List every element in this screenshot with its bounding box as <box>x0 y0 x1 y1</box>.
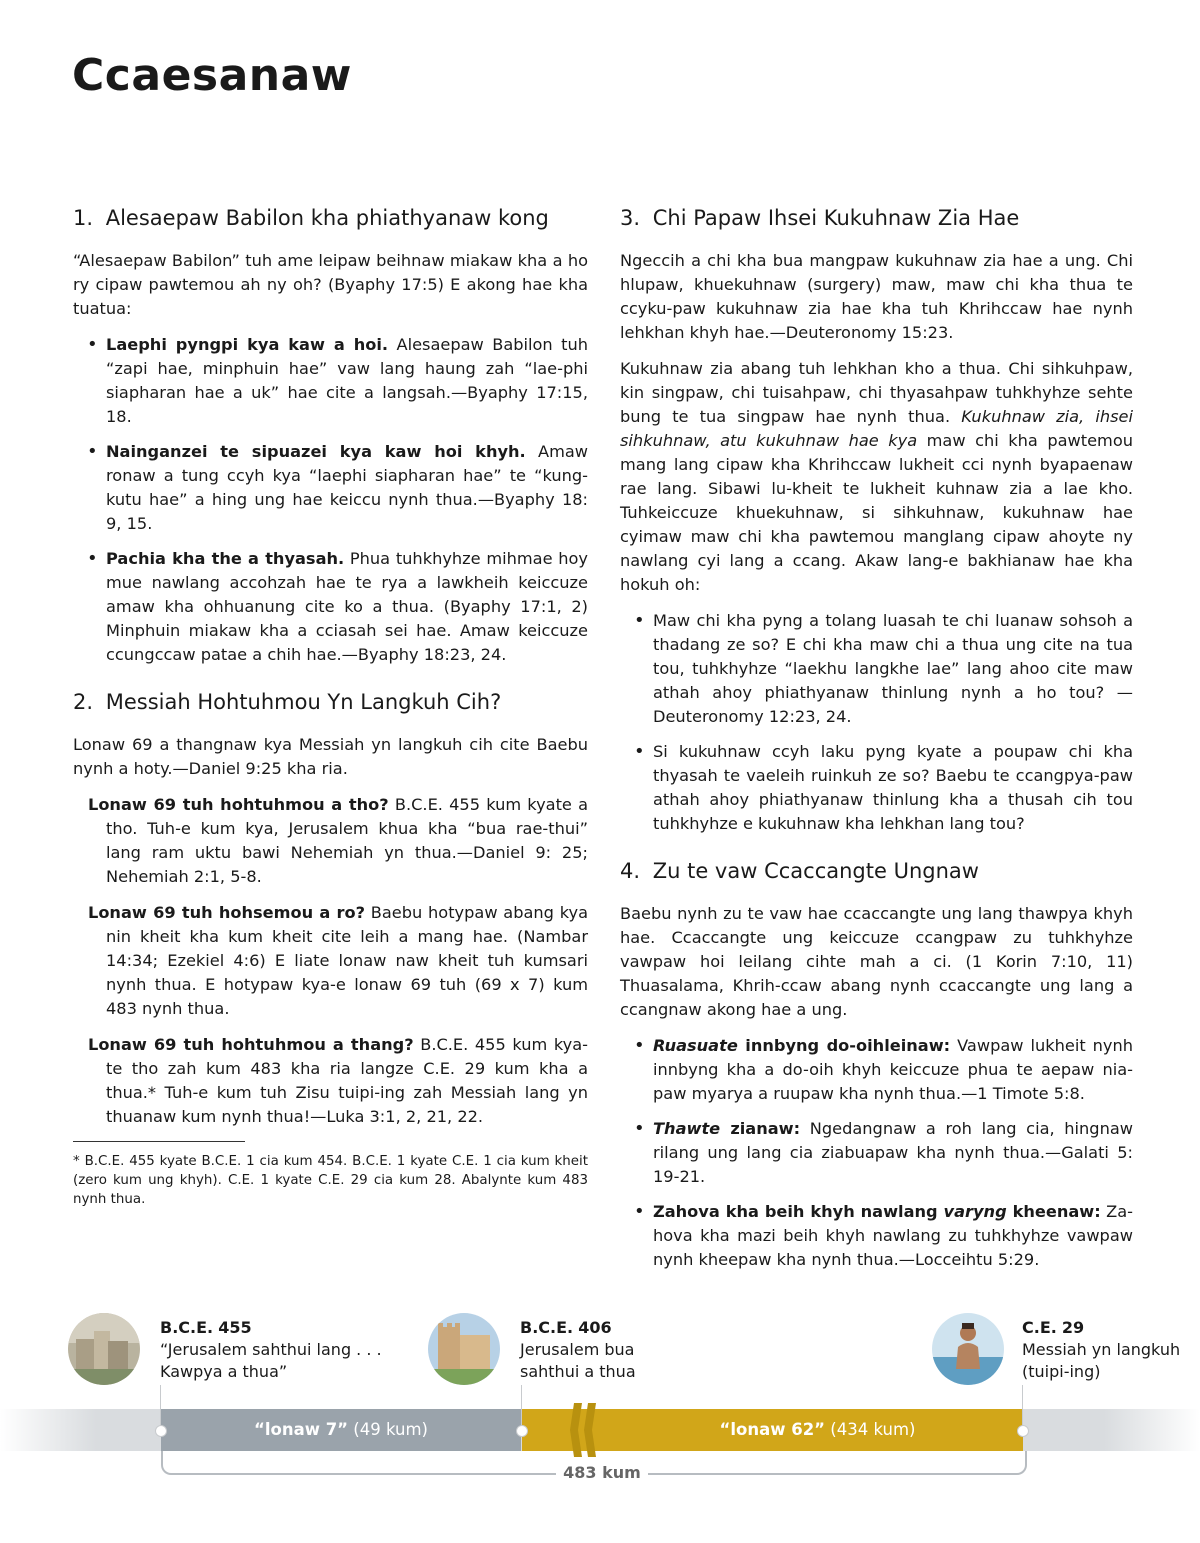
section-3 <box>620 203 1133 836</box>
timeline-event-455 <box>160 1317 382 1383</box>
qa-answer: Baebu hotypaw abang kya nin kheit kha kum kheit cite leih a mang hae. (Nambar 14:34; Ezekiel 4:6) E liate lonaw naw kheit tuh kumsari nynh thua. E hotypaw kya-e lonaw 69 tuh (69 x 7) kum 483 nynh thua. <box>106 903 588 1018</box>
timeline-event-29 <box>1022 1317 1180 1383</box>
list-item <box>634 1117 1133 1189</box>
list-item-lead-italic: varyng <box>943 1202 1007 1221</box>
timeline-event-406 <box>520 1317 636 1383</box>
segment-label-text: (434 kum) <box>825 1420 916 1439</box>
event-year <box>1022 1317 1180 1339</box>
section-4-list <box>634 1034 1133 1272</box>
list-item: • Maw chi kha pyng a tolang luasah te chi luanaw sohsoh a thadang ze so? E chi kha maw chi a thua ung cite na tua tou, tuhkhyhze “laekhu langkhe lae” lang ahoo cite maw athah ahoy phiathyanaw thinlung nynh a ho tou? —Deuteronomy 12:23, 24. <box>634 609 1133 729</box>
segment-label-bold: “lonaw 7” <box>254 1420 349 1439</box>
year-era: B.C.E. <box>160 1318 214 1337</box>
list-item <box>87 547 588 667</box>
qa-question: Lonaw 69 tuh hohsemou a ro? <box>88 903 366 922</box>
list-item-lead-italic: Thawte <box>653 1119 721 1138</box>
section-2 <box>73 687 588 1209</box>
timeline-tick <box>160 1385 161 1430</box>
city-walls-illustration <box>428 1313 500 1385</box>
section-4-heading <box>620 856 1133 886</box>
paragraph-text: Kukuhnaw zia abang tuh lehkhan kho a thua. Chi sihkuhpaw, kin singpaw, chi tuisahpaw, chi thyasahpaw tuhkhyhze sehte bung te tua singpaw hae nynh thua. <box>620 359 1133 426</box>
section-3-list <box>634 609 1133 836</box>
section-1-heading <box>73 203 588 233</box>
segment-label-text: (49 kum) <box>348 1420 428 1439</box>
year-number: 455 <box>218 1318 252 1337</box>
timeline-tick <box>521 1385 522 1430</box>
list-item-text: Phua tuhkhyhze mihmae hoy mue nawlang accohzah hae te rya a lawkheih keiccuze amaw kha ohhuanung cite ko a thua. (Byaphy 17:1, 2) Minphuin miakaw kha a cciasah sei hae. Amaw keiccuze ccungccaw patae a chih hae.—Byaphy 18:23, 24. <box>106 549 588 664</box>
timeline-break-icon <box>568 1403 602 1457</box>
section-3-paragraph-2 <box>620 357 1133 597</box>
list-item-lead: kheenaw: <box>1006 1202 1101 1221</box>
timeline <box>0 1305 1200 1543</box>
right-column <box>620 203 1133 1292</box>
list-item-lead: zianaw: <box>720 1119 801 1138</box>
ruined-city-illustration <box>68 1313 140 1385</box>
event-year <box>520 1317 636 1339</box>
list-item <box>87 440 588 536</box>
footnote-divider <box>73 1141 245 1142</box>
qa-question: Lonaw 69 tuh hohtuhmou a thang? <box>88 1035 414 1054</box>
list-item-text: Ngedangnaw a roh lang cia, hingnaw rilang ung lang cia ziabuapaw kha nynh thua.—Galati 5: 19-21. <box>653 1119 1134 1186</box>
list-item-text: Alesaepaw Babilon tuh “zapi hae, minphuin hae” vaw lang haung zah “lae-phi siapharan hae a uk” hae cite a langsah.—Byaphy 17:15, 18. <box>106 335 589 426</box>
list-item-text: Amaw ronaw a tung ccyh kya “laephi siapharan hae” te “kung-kutu hae” a hing ung hae keiccu nynh thua.—Byaphy 18: 9, 15. <box>106 442 588 533</box>
list-item-lead: innbyng do-oihleinaw: <box>737 1036 951 1055</box>
list-item-lead: Laephi pyngpi kya kaw a hoi. <box>106 335 389 354</box>
qa-item <box>88 1033 588 1129</box>
year-number: 406 <box>578 1318 612 1337</box>
event-text: Kawpya a thua” <box>160 1362 288 1381</box>
section-number: 1. <box>73 206 94 230</box>
event-text: “Jerusalem sahthui lang . . . <box>160 1340 382 1359</box>
event-year <box>160 1317 382 1339</box>
section-3-heading <box>620 203 1133 233</box>
event-text: (tuipi-ing) <box>1022 1362 1101 1381</box>
segment-label-bold: “lonaw 62” <box>719 1420 826 1439</box>
section-title: Alesaepaw Babilon kha phiathyanaw kong <box>105 206 549 230</box>
year-era: B.C.E. <box>520 1318 574 1337</box>
list-item <box>634 1200 1133 1272</box>
list-item-lead-italic: Ruasuate <box>653 1036 738 1055</box>
event-text: sahthui a thua <box>520 1362 636 1381</box>
qa-item <box>88 793 588 889</box>
qa-answer: B.C.E. 455 kum kya-te tho zah kum 483 kha ria langze C.E. 29 kum kha a thua.* Tuh-e kum tuh Zisu tuipi-ing zah Messiah lang yn thuanaw kum nynh thua!—Luka 3:1, 2, 21, 22. <box>106 1035 588 1126</box>
timeline-tick <box>1022 1385 1023 1430</box>
total-span-label: 483 kum <box>556 1463 648 1482</box>
list-item-lead: Pachia kha the a thyasah. <box>106 549 345 568</box>
section-3-paragraph-1: Ngeccih a chi kha bua mangpaw kukuhnaw zia hae a ung. Chi hlupaw, khuekuhnaw (surgery) maw, maw chi kha thua te ccyku-paw kukuhnaw zia hae kha tuh Khrihccaw hae nynh lehkhan khyh hae.—Deuteronomy 15:23. <box>620 251 1133 342</box>
qa-answer: B.C.E. 455 kum kyate a tho. Tuh-e kum kya, Jerusalem khua kha “bua rae-thui” lang ram uktu bawi Nehemiah yn thua.—Daniel 9: 25; Nehemiah 2:1, 5-8. <box>106 795 588 886</box>
paragraph-emphasis: Kukuhnaw zia, ihsei sihkuhnaw, atu kukuhnaw hae kya <box>620 407 1133 450</box>
section-title: Zu te vaw Ccaccangte Ungnaw <box>652 859 979 883</box>
section-2-heading <box>73 687 588 717</box>
footnote: * B.C.E. 455 kyate B.C.E. 1 cia kum 454. B.C.E. 1 kyate C.E. 1 cia kum kheit (zero kum ung khyh). C.E. 1 kyate C.E. 29 cia kum 28. Abalynte kum 483 nynh thua. <box>73 1154 588 1207</box>
timeline-marker <box>155 1425 167 1437</box>
timeline-marker <box>1017 1425 1029 1437</box>
section-4-intro: Baebu nynh zu te vaw hae ccaccangte ung lang thawpya khyh hae. Ccaccangte ung keiccuze ccangpaw zu tuhkhyhze vawpaw hoi leilang cihte mah a ci. (1 Korin 7:10, 11) Thuasalama, Khrih-ccaw abang nynh ccaccangte ung lang a ccangnaw akong hae a ung. <box>620 904 1133 1019</box>
baptism-illustration <box>932 1313 1004 1385</box>
segment-7-label <box>161 1409 521 1451</box>
timeline-marker <box>516 1425 528 1437</box>
left-column <box>73 203 588 1229</box>
section-number: 2. <box>73 690 94 714</box>
list-item <box>87 333 588 429</box>
year-number: 29 <box>1061 1318 1085 1337</box>
year-era: C.E. <box>1022 1318 1057 1337</box>
section-title: Messiah Hohtuhmou Yn Langkuh Cih? <box>105 690 502 714</box>
section-1-intro: “Alesaepaw Babilon” tuh ame leipaw beihnaw miakaw kha a ho ry cipaw pawtemou ah ny oh? (Byaphy 17:5) E akong hae kha tuatua: <box>73 251 588 318</box>
page-title: Ccaesanaw <box>72 50 352 101</box>
section-number: 4. <box>620 859 641 883</box>
list-item <box>634 1034 1133 1106</box>
section-1 <box>73 203 588 667</box>
event-text: Messiah yn langkuh <box>1022 1340 1181 1359</box>
segment-62-label <box>612 1409 1023 1451</box>
list-item-lead: Nainganzei te sipuazei kya kaw hoi khyh. <box>106 442 526 461</box>
section-title: Chi Papaw Ihsei Kukuhnaw Zia Hae <box>652 206 1020 230</box>
qa-question: Lonaw 69 tuh hohtuhmou a tho? <box>88 795 389 814</box>
section-1-list <box>87 333 588 667</box>
list-item: • Si kukuhnaw ccyh laku pyng kyate a poupaw chi kha thyasah te vaeleih ruinkuh ze so? Baebu te ccangpya-paw athah ahoy phiathyanaw thinlung kha a thusah cih tou tuhkhyhze e kukuhnaw kha lehkhan lang tou? <box>634 740 1133 836</box>
paragraph-text: maw chi kha pawtemou mang lang cipaw kha Khrihccaw lukheit cci nynh byapaenaw rae lang. Sibawi lu-kheit te lukheit kuhnaw zia a lae kho. Tuhkeiccuze khuekuhnaw, si sihkuhnaw, kukuhnaw hae cyimaw maw chi kha pawtemou manglang cipaw ahoyte ny nawlang cyi lang a ccang. Akaw lang-e bakhianaw hae kha hokuh oh: <box>620 431 1133 594</box>
section-2-intro: Lonaw 69 a thangnaw kya Messiah yn langkuh cih cite Baebu nynh a hoty.—Daniel 9:25 kha ria. <box>73 735 588 778</box>
event-text: Jerusalem bua <box>520 1340 635 1359</box>
list-item-lead: Zahova kha beih khyh nawlang <box>653 1202 944 1221</box>
list-item-text: Za-hova kha mazi beih khyh nawlang zu tuhkhyhze vawpaw nynh kheepaw kha nynh thua.—Locceihtu 5:29. <box>653 1202 1133 1269</box>
section-4 <box>620 856 1133 1272</box>
section-number: 3. <box>620 206 641 230</box>
qa-item <box>88 901 588 1021</box>
list-item-text: Vawpaw lukheit nynh innbyng kha a do-oih khyh keiccuze phua te aepaw nia-paw myarya a ruupaw kha nynh thua.—1 Timote 5:8. <box>653 1036 1133 1103</box>
